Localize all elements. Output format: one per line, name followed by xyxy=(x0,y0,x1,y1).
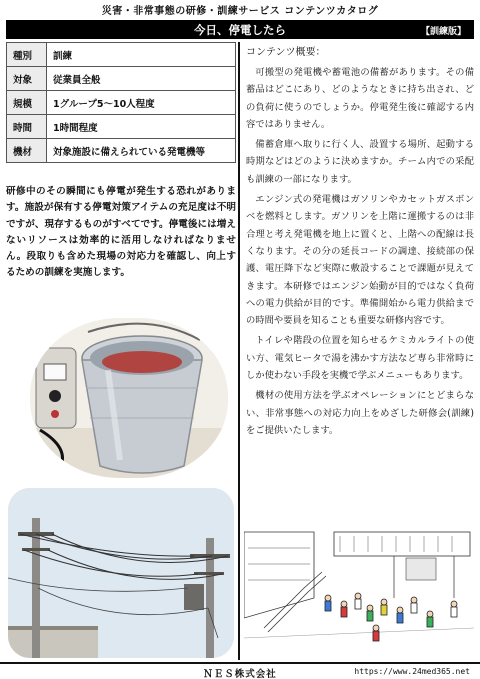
overview-paragraph-3: エンジン式の発電機はガソリンやカセットガスボンベを燃料とします。ガソリンを上階に運搬するのは非合理と考え発電機を地上に置くと、上階への配線は長くなります。その分の延長コードの調達、接続部の保護、電圧降下など実際に敷設することで課題が見えてきます。本研修ではエンジン始動が目的ではなく負荷への電力供給が目的です。準備開始から電力供給までの時間や要員を知ることも重要な研修内容です。 xyxy=(246,194,474,327)
training-scene-sketch xyxy=(244,528,474,658)
row-label-time: 時間 xyxy=(7,115,47,139)
overview-paragraph-4: トイレや階段の位置を知らせるケミカルライトの使い方、電気ヒータで湯を沸かす方法など専ら非常時にしか使わない手段を実機で学ぶメニューもあります。 xyxy=(246,335,474,382)
table-row xyxy=(7,115,236,139)
overview-paragraph-5: 機材の使用方法を学ぶオペレーションにとどまらない、非常事態への対応力向上をめざした研修会(訓練)をご提供いたします。 xyxy=(246,390,474,436)
bucket-and-generator-photo xyxy=(30,318,228,478)
table-row xyxy=(7,91,236,115)
overview-paragraph-2: 備蓄倉庫へ取りに行く人、設置する場所、起動する時期などはどのように決めますか。チーム内での采配も訓練の一部になります。 xyxy=(246,139,474,185)
title-banner xyxy=(6,20,474,39)
table-row xyxy=(7,139,236,163)
company-name: ＮＥＳ株式会社 xyxy=(203,669,277,679)
page-title: 今日、停電したら xyxy=(194,23,286,37)
row-value-type: 訓練 xyxy=(47,43,236,67)
info-table xyxy=(6,42,236,163)
row-value-scale: 1グループ5～10人程度 xyxy=(47,91,236,115)
content-overview xyxy=(246,44,474,439)
intro-paragraph: 研修中のその瞬間にも停電が発生する恐れがあります。施設が保有する停電対策アイテムの充足度は不明ですが、現存するものがすべてです。停電後には増えないリソースは効率的に活用しなければなりません。段取りも含めた現場の対応力を確認し、向上するための訓練を実施します。 xyxy=(6,186,236,279)
overview-heading: コンテンツ概要： xyxy=(246,47,326,58)
row-value-time: 1時間程度 xyxy=(47,115,236,139)
row-label-equipment: 機材 xyxy=(7,139,47,163)
table-row xyxy=(7,67,236,91)
utility-pole-power-lines-photo xyxy=(8,488,234,658)
column-divider xyxy=(238,42,240,660)
row-value-target: 従業員全般 xyxy=(47,67,236,91)
overview-paragraph-1: 可搬型の発電機や蓄電池の備蓄があります。その備蓄品はどこにあり、どのようなときに持ち出され、どの負荷に使うのでしょうか。停電発生後に確認する内容ではありません。 xyxy=(246,67,474,130)
row-label-type: 種別 xyxy=(7,43,47,67)
website-url[interactable]: https://www.24med365.net xyxy=(354,667,470,676)
row-label-target: 対象 xyxy=(7,67,47,91)
catalog-title: 災害・非常事態の研修・訓練サービス コンテンツカタログ xyxy=(101,6,379,17)
row-value-equipment: 対象施設に備えられている発電機等 xyxy=(47,139,236,163)
footer-rule xyxy=(0,662,480,664)
edition-tag: 【訓練版】 xyxy=(420,27,466,37)
table-row xyxy=(7,43,236,67)
row-label-scale: 規模 xyxy=(7,91,47,115)
